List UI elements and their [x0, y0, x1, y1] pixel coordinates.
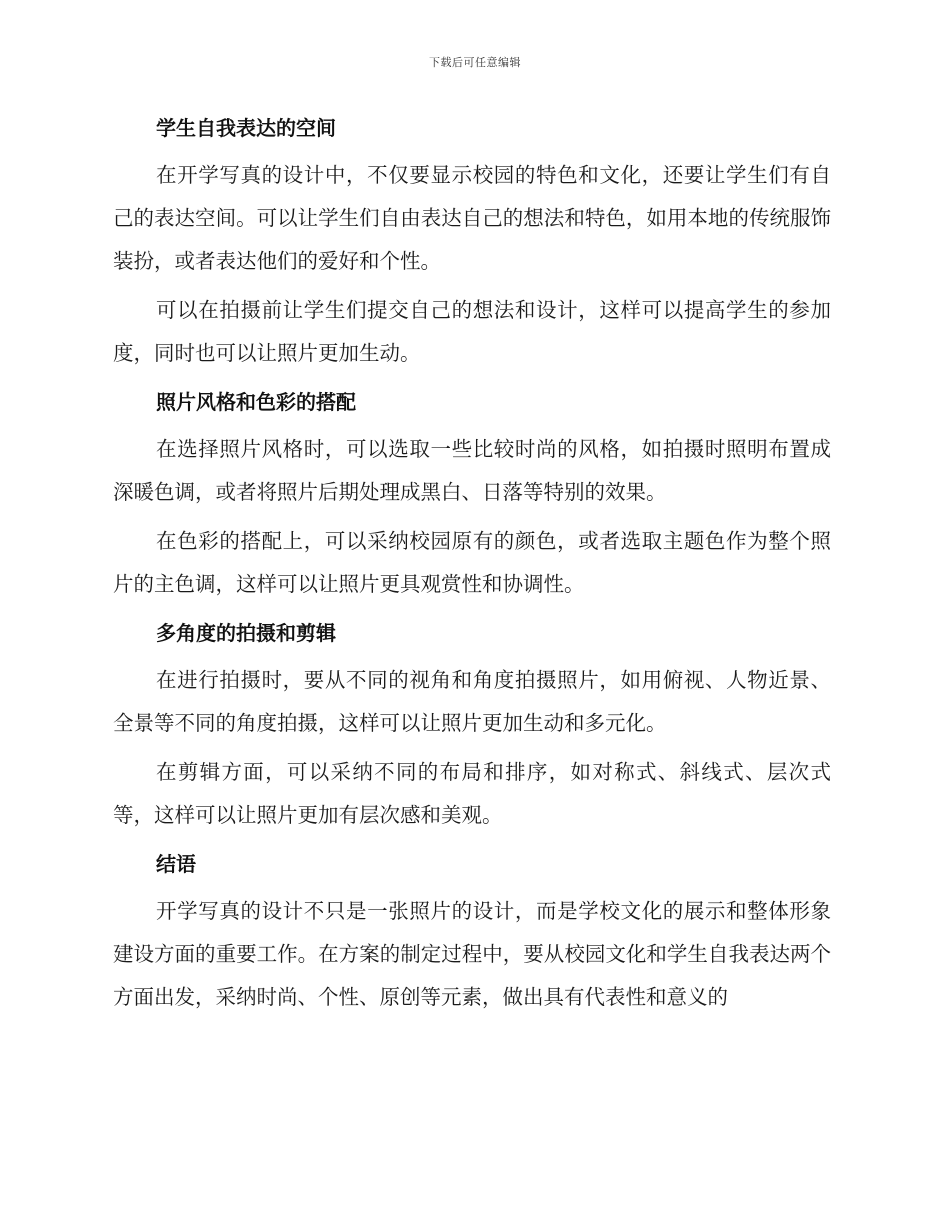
section-angles-and-editing — [113, 612, 831, 837]
section-heading: 学生自我表达的空间 — [156, 116, 336, 140]
paragraph: 在色彩的搭配上，可以采纳校园原有的颜色，或者选取主题色作为整个照片的主色调，这样可以让照片更具观赏性和协调性。 — [113, 529, 831, 596]
section-conclusion — [113, 843, 831, 1019]
paragraph: 可以在拍摄前让学生们提交自己的想法和设计，这样可以提高学生的参加度，同时也可以让照片更加生动。 — [113, 298, 831, 365]
page-header: 下载后可任意编辑 — [429, 56, 521, 69]
paragraph: 在开学写真的设计中，不仅要显示校园的特色和文化，还要让学生们有自己的表达空间。可以让学生们自由表达自己的想法和特色，如用本地的传统服饰装扮，或者表达他们的爱好和个性。 — [113, 163, 831, 273]
section-style-and-color — [113, 381, 831, 606]
section-heading: 结语 — [156, 852, 196, 876]
section-self-expression — [113, 107, 831, 375]
paragraph: 开学写真的设计不只是一张照片的设计，而是学校文化的展示和整体形象建设方面的重要工作。在方案的制定过程中，要从校园文化和学生自我表达两个方面出发，采纳时尚、个性、原创等元素，做出具有代表性和意义的 — [113, 899, 831, 1009]
paragraph: 在选择照片风格时，可以选取一些比较时尚的风格，如拍摄时照明布置成深暖色调，或者将照片后期处理成黑白、日落等特别的效果。 — [113, 437, 831, 504]
section-heading: 照片风格和色彩的搭配 — [156, 390, 356, 414]
section-heading: 多角度的拍摄和剪辑 — [156, 621, 336, 645]
paragraph: 在剪辑方面，可以采纳不同的布局和排序，如对称式、斜线式、层次式等，这样可以让照片更加有层次感和美观。 — [113, 760, 831, 827]
paragraph: 在进行拍摄时，要从不同的视角和角度拍摄照片，如用俯视、人物近景、全景等不同的角度拍摄，这样可以让照片更加生动和多元化。 — [113, 668, 831, 735]
document-body — [113, 107, 831, 1025]
